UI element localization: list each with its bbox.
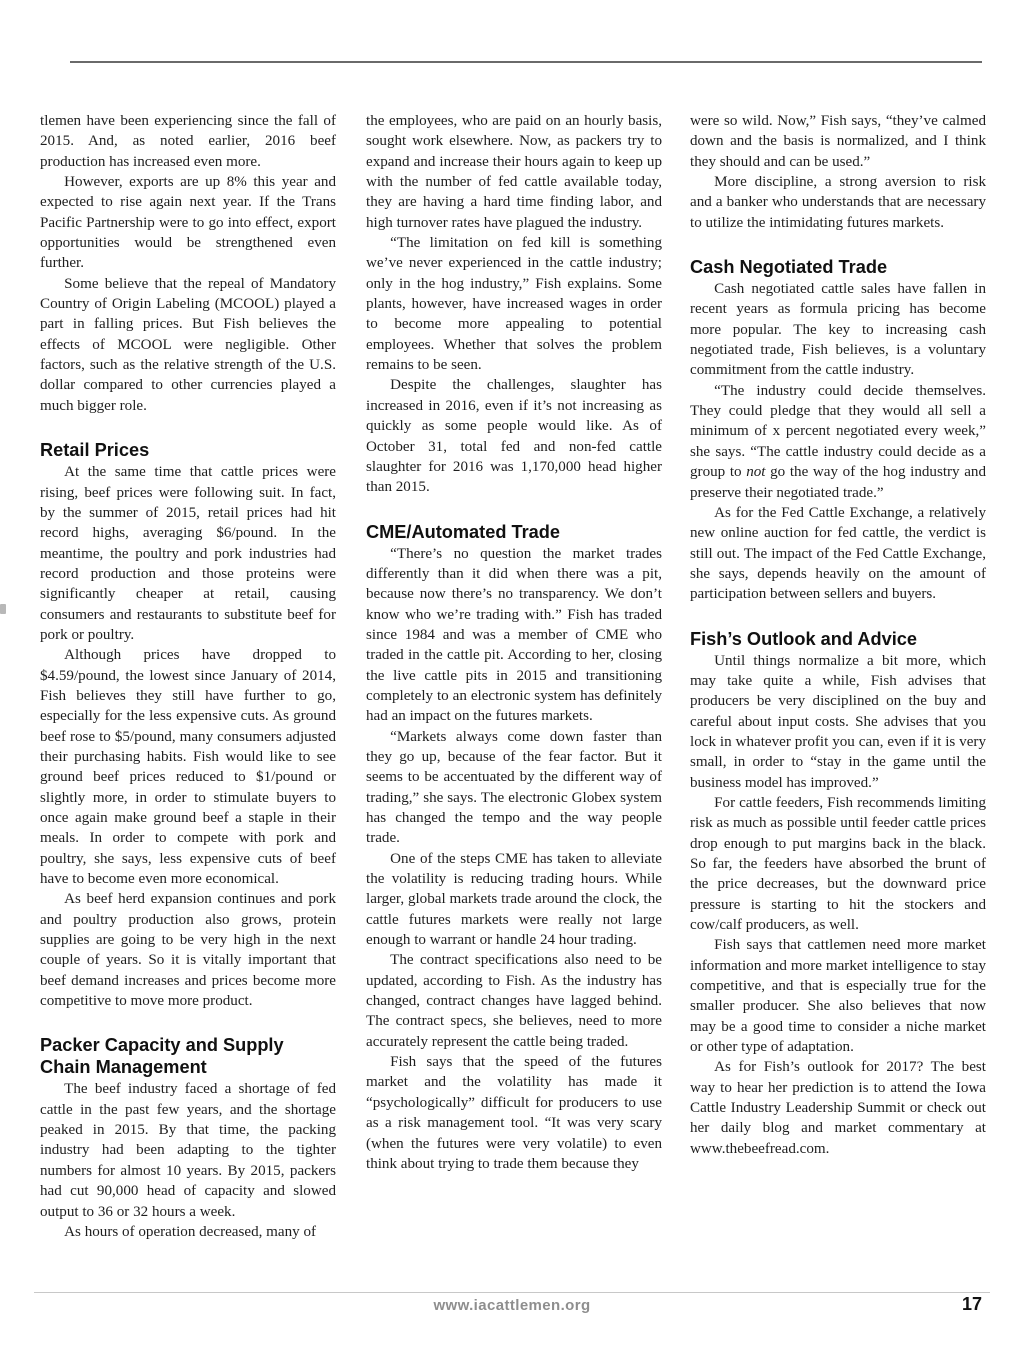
page-number: 17 — [961, 1294, 982, 1314]
paragraph: The beef industry faced a shortage of fed cattle in the past few years, and the shortage peaked in 2015. By that time, the packing industry had been adapting to the tighter numbers for almost 10 years. By 2015, packers had cut 90,000 head of capacity and slowed output to 36 or 32 hours a week. — [40, 1081, 336, 1220]
article-column-1 — [40, 111, 336, 1242]
scan-edge-mark — [0, 604, 6, 614]
header-rule — [70, 61, 982, 63]
paragraph — [690, 381, 986, 503]
section-heading-outlook-advice: Fish’s Outlook and Advice — [690, 628, 918, 649]
paragraph: Fish says that the speed of the futures market and the volatility has made it “psychologically” difficult for producers to use as a risk management tool. “It was very scary (when the futures were very volatile) to even think about trying to trade them because they — [366, 1054, 662, 1172]
paragraph: Despite the challenges, slaughter has increased in 2016, even if it’s not increasing as quickly as some people would like. As of October 31, total fed and non-fed cattle slaughter for 2016 was 1,170,000 head higher than 2015. — [366, 377, 662, 496]
emphasis-text: not — [746, 464, 766, 481]
paragraph: “There’s no question the market trades differently than it did when there was a pit, because now there’s no transparency. We don’t know who we’re trading with.” Fish has traded since 1984 and was a member of CME who traded in the cattle pit. According to her, closing the live cattle pits in 2015 and transitioning completely to an electronic system has definitely had an impact on the futures markets. — [366, 545, 662, 725]
paragraph: Some believe that the repeal of Mandatory Country of Origin Labeling (MCOOL) played a part in falling prices. But Fish believes the effects of MCOOL were negligible. Other factors, such as the relative strength of the U.S. dollar compared to other currencies played a much bigger role. — [40, 275, 336, 414]
section-heading-retail-prices: Retail Prices — [40, 440, 150, 461]
footer-rule — [34, 1292, 990, 1293]
footer-url: www.iacattlemen.org — [433, 1297, 591, 1314]
paragraph: For cattle feeders, Fish recommends limiting risk as much as possible until feeder cattle prices drop enough to put margins back in the black. So far, the feeders have absorbed the brunt of the price decreases, but the downward price pressure is starting to hit the stockers and cow/calf producers, as well. — [690, 794, 986, 934]
paragraph: As beef herd expansion continues and pork and poultry production also grows, protein supplies are going to be very high in the next couple of years. So it is vitally important that beef demand increases and prices become more competitive to move more product. — [40, 891, 336, 1010]
article-column-3 — [690, 111, 986, 1159]
paragraph: One of the steps CME has taken to alleviate the volatility is reducing trading hours. While larger, global markets trade around the clock, the cattle futures markets were really not large enough to warrant or handle 24 hour trading. — [366, 850, 662, 949]
paragraph: Although prices have dropped to $4.59/pound, the lowest since January of 2014, Fish believes they still have further to go, especially for the less expensive cuts. As ground beef rose to $5/pound, many consumers adjusted their purchasing habits. Fish would like to see ground beef prices reduced to $1/pound or slightly more, in order to stimulate buyers to once again make ground beef a staple in their meals. In order to compete with pork and poultry, she says, less expensive cuts of beef have to become even more economical. — [40, 647, 336, 888]
paragraph: Until things normalize a bit more, which may take quite a while, Fish advises that producers be very disciplined on the buy and careful about input costs. She advises that you lock in whatever profit you can, even if it is very small, in order to “stay in the game until the business model has improved.” — [690, 652, 986, 791]
paragraph: As for the Fed Cattle Exchange, a relatively new online auction for fed cattle, the verdict is still out. The impact of the Fed Cattle Exchange, she says, depends heavily on the amount of participation between sellers and buyers. — [690, 504, 986, 603]
paragraph: “The limitation on fed kill is something we’ve never experienced in the cattle industry; only in the hog industry,” Fish explains. Some plants, however, have increased wages in order to become more appealing to potential employees. Whether that solves the problem remains to be seen. — [366, 235, 662, 374]
paragraph: “Markets always come down faster than they go up, because of the fear factor. But it seems to be accentuated by the different way of trading,” she says. The electronic Globex system has changed the tempo and the way people trade. — [366, 728, 662, 847]
paragraph: The contract specifications also need to be updated, according to Fish. As the industry has changed, contract changes have lagged behind. The contract specs, she believes, need to more accurately represent the cattle being traded. — [366, 952, 662, 1050]
paragraph: As hours of operation decreased, many of — [64, 1223, 317, 1240]
paragraph: However, exports are up 8% this year and expected to rise again next year. If the Trans Pacific Partnership were to go into effect, export opportunities would be strengthened even further. — [40, 174, 336, 272]
paragraph-text: “The industry could decide themselves. They could pledge that they would all sell a minimum of x percent negotiated every week,” she says. “The cattle industry could decide as a group to — [690, 382, 986, 481]
paragraph: More discipline, a strong aversion to risk and a banker who understands that are necessary to utilize the intimidating futures markets. — [690, 174, 986, 231]
paragraph: tlemen have been experiencing since the fall of 2015. And, as noted earlier, 2016 beef production has increased even more. — [40, 113, 336, 170]
article-column-2 — [366, 111, 662, 1174]
paragraph: the employees, who are paid on an hourly basis, sought work elsewhere. Now, as packers try to expand and increase their hours again to keep up with the number of fed cattle available today, they are having a hard time finding labor, and high turnover rates have plagued the industry. — [366, 113, 662, 231]
section-heading-cash-negotiated-trade: Cash Negotiated Trade — [690, 257, 888, 278]
paragraph: At the same time that cattle prices were rising, beef prices were following suit. In fact, by the summer of 2015, retail prices had hit record highs, averaging $6/pound. In the meantime, the poultry and pork industries had record production and those proteins were significantly cheaper at retail, causing consumers and restaurants to substitute beef for pork or poultry. — [40, 464, 336, 643]
paragraph: were so wild. Now,” Fish says, “they’ve calmed down and the basis is normalized, and I think they should and can be used.” — [690, 113, 986, 170]
paragraph-text: go the way of the hog industry and preserve their negotiated trade.” — [690, 464, 987, 501]
paragraph: Fish says that cattlemen need more market information and more market intelligence to stay competitive, and that is especially true for the smaller producer. She also believes that now may be a good time to consider a niche market or other type of adaptation. — [690, 937, 986, 1056]
paragraph: Cash negotiated cattle sales have fallen in recent years as formula pricing has become more popular. The key to increasing cash negotiated trade, Fish believes, is a voluntary commitment from the cattle industry. — [690, 281, 986, 379]
section-heading-packer-capacity: Packer Capacity and Supply Chain Management — [40, 1035, 284, 1078]
paragraph: As for Fish’s outlook for 2017? The best way to hear her prediction is to attend the Iowa Cattle Industry Leadership Summit or check out her daily blog and market commentary at www.thebeefread.com. — [690, 1059, 986, 1157]
section-heading-cme-automated-trade: CME/Automated Trade — [366, 521, 561, 542]
